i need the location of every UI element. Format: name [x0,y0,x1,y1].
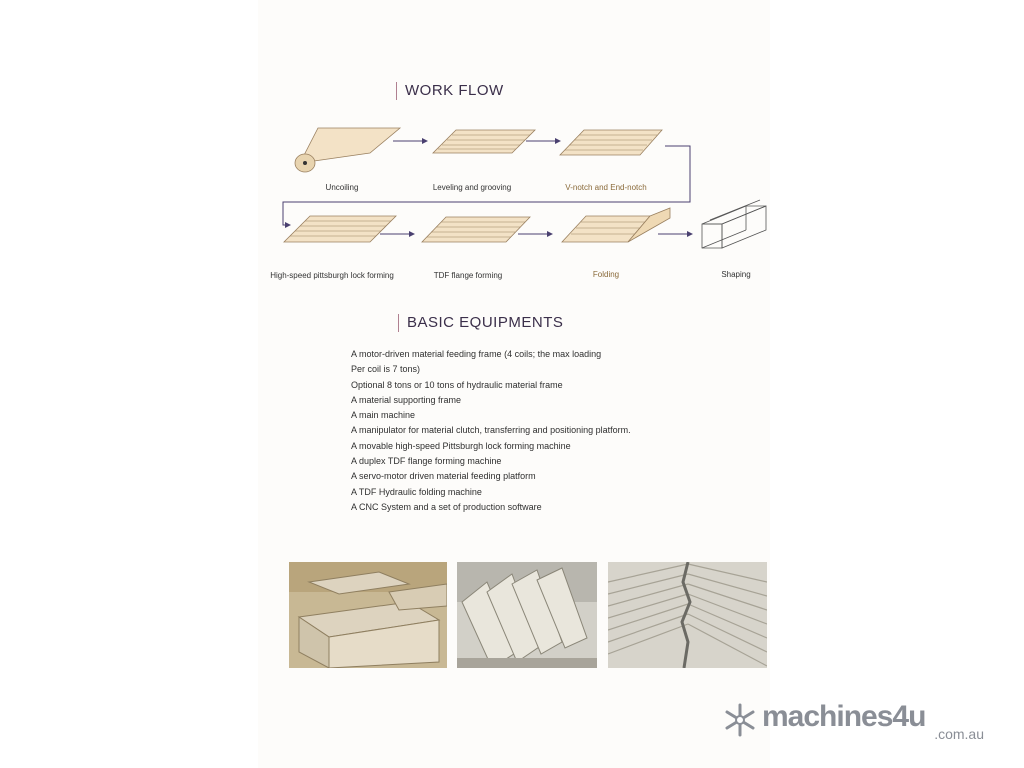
equipment-item: A motor-driven material feeding frame (4 coils; the max loading [351,349,602,359]
equipments-title: BASIC EQUIPMENTS [398,314,563,332]
duct-boxes-photo [289,562,447,668]
equipment-item: A main machine [351,410,416,421]
equipment-item: A movable high-speed Pittsburgh lock forming machine [351,440,571,451]
shaping-illustration [702,200,766,248]
step-label-leveling: Leveling and grooving [432,183,512,192]
equipment-item: A TDF Hydraulic folding machine [351,486,482,497]
leveling-illustration [433,130,535,153]
step-label-vnotch: V-notch and End-notch [565,183,647,192]
workflow-title: WORK FLOW [396,82,504,100]
brand-name: machines4u [762,700,926,733]
tdf-flange-illustration [422,217,530,242]
equipment-item: Per coil is 7 tons) [351,364,421,375]
uncoiling-illustration [295,128,400,172]
equipment-item: A CNC System and a set of production software [351,501,542,512]
step-label-folding: Folding [592,270,620,279]
step-label-pittsburgh: High-speed pittsburgh lock forming [270,271,394,280]
folding-illustration [562,208,670,242]
step-label-tdf-flange: TDF flange forming [433,271,503,280]
brand-domain: .com.au [934,726,984,742]
equipment-item: A servo-motor driven material feeding platform [351,471,536,482]
equipment-item: A duplex TDF flange forming machine [351,456,502,467]
snowflake-logo-icon [722,702,758,738]
equipment-item: A manipulator for material clutch, transferring and positioning platform. [351,425,631,436]
vnotch-illustration [560,130,662,155]
grooved-panels-photo [608,562,767,668]
workflow-diagram [0,0,1024,300]
step-label-uncoiling: Uncoiling [325,183,359,192]
pittsburgh-lock-illustration [284,216,396,242]
step-label-shaping: Shaping [721,270,751,279]
panel-stack-photo [457,562,597,668]
machines4u-watermark [722,700,992,746]
equipment-list [351,347,631,515]
equipment-item: Optional 8 tons or 10 tons of hydraulic material frame [351,379,563,390]
equipment-item: A material supporting frame [351,394,462,405]
